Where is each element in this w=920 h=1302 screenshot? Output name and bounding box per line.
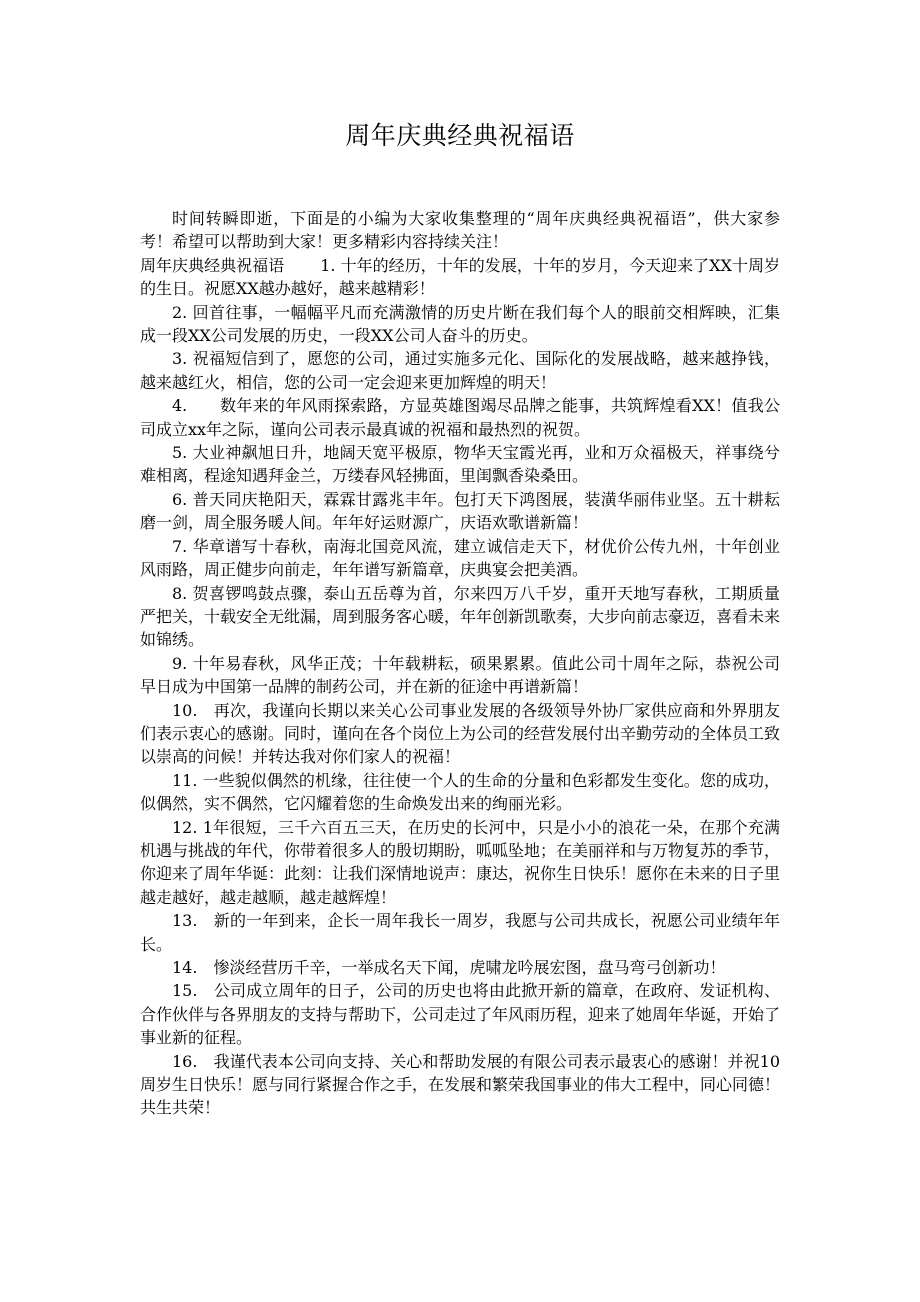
- list-item: 14. 惨淡经营历千辛，一举成名天下闻，虎啸龙吟展宏图，盘马弯弓创新功！: [172, 958, 726, 977]
- list-item-text: 1. 十年的经历，十年的发展，十年的岁月，今天迎来了XX十周岁的生日。祝愿XX越办越好，越来越精彩！: [140, 255, 780, 299]
- list-item: 2. 回首往事，一幅幅平凡而充满激情的历史片断在我们每个人的眼前交相辉映，汇集成一段XX公司发展的历史，一段XX公司人奋斗的历史。: [140, 302, 780, 346]
- list-item: 10. 再次，我谨向长期以来关心公司事业发展的各级领导外协厂家供应商和外界朋友们表示衷心的感谢。同时，谨向在各个岗位上为公司的经营发展付出辛勤劳动的全体员工致以崇高的问候！并转达我对你们家人的祝福！: [140, 700, 781, 767]
- list-item: 7. 华章谱写十春秋，南海北国竞风流，建立诚信走天下，材优价公传九州，十年创业风雨路，周正健步向前走，年年谱写新篇章，庆典宴会把美酒。: [140, 536, 780, 580]
- list-item: 13. 新的一年到来，企长一周年我长一周岁，我愿与公司共成长，祝愿公司业绩年年长。: [140, 911, 780, 954]
- list-item: [140, 254, 780, 301]
- list-item: 6. 普天同庆艳阳天，霖霖甘露兆丰年。包打天下鸿图展，装潢华丽伟业坚。五十耕耘磨一剑，周全服务暖人间。年年好运财源广，庆语欢歌谱新篇！: [140, 489, 780, 533]
- list-item: 5. 大业神飙旭日升，地阔天宽平极原，物华天宝霞光再，业和万众福极天，祥事绕兮难相离，程途知遇拜金兰，万缕春风轻拂面，里闺飘香染桑田。: [140, 443, 780, 486]
- list-item: 11. 一些貌似偶然的机缘，往往使一个人的生命的分量和色彩都发生变化。您的成功，似偶然，实不偶然，它闪耀着您的生命焕发出来的绚丽光彩。: [140, 770, 780, 814]
- section-heading: 周年庆典经典祝福语: [140, 255, 285, 275]
- list-item: 16. 我谨代表本公司向支持、关心和帮助发展的有限公司表示最衷心的感谢！并祝10周岁生日快乐！愿与同行紧握合作之手，在发展和繁荣我国事业的伟大工程中，同心同德！共生共荣！: [140, 1051, 781, 1118]
- document-body: [140, 207, 780, 1120]
- page-title: 周年庆典经典祝福语: [345, 121, 575, 150]
- intro-paragraph: 时间转瞬即逝，下面是的小编为大家收集整理的“周年庆典经典祝福语”，供大家参考！希望可以帮助到大家！更多精彩内容持续关注！: [140, 209, 780, 252]
- list-item: 3. 祝福短信到了，愿您的公司，通过实施多元化、国际化的发展战略，越来越挣钱，越来越红火，相信，您的公司一定会迎来更加辉煌的明天！: [140, 349, 780, 392]
- list-item: 4. 数年来的年风雨探索路，方显英雄图竭尽品牌之能事，共筑辉煌看XX！值我公司成立xx年之际，谨向公司表示最真诚的祝福和最热烈的祝贺。: [140, 396, 780, 439]
- list-item: 8. 贺喜锣鸣鼓点骤，泰山五岳尊为首，尔来四万八千岁，重开天地写春秋，工期质量严把关，十载安全无纰漏，周到服务客心暖，年年创新凯歌奏，大步向前志豪迈，喜看未来如锦绣。: [140, 583, 781, 650]
- list-item: 15. 公司成立周年的日子，公司的历史也将由此掀开新的篇章，在政府、发证机构、合作伙伴与各界朋友的支持与帮助下，公司走过了年风雨历程，迎来了她周年华诞，开始了事业新的征程。: [140, 981, 781, 1048]
- list-item: 12. 1年很短，三千六百五三天，在历史的长河中，只是小小的浪花一朵，在那个充满机遇与挑战的年代，你带着很多人的殷切期盼，呱呱坠地；在美丽祥和与万物复苏的季节，你迎来了周年华诞：此刻：让我们深情地说声：康达，祝你生日快乐！愿你在未来的日子里越走越好，越走越顺，越走越辉煌！: [140, 817, 781, 907]
- list-item: 9. 十年易春秋，风华正茂；十年载耕耘，硕果累累。值此公司十周年之际，恭祝公司早日成为中国第一品牌的制药公司，并在新的征途中再谱新篇！: [140, 653, 780, 697]
